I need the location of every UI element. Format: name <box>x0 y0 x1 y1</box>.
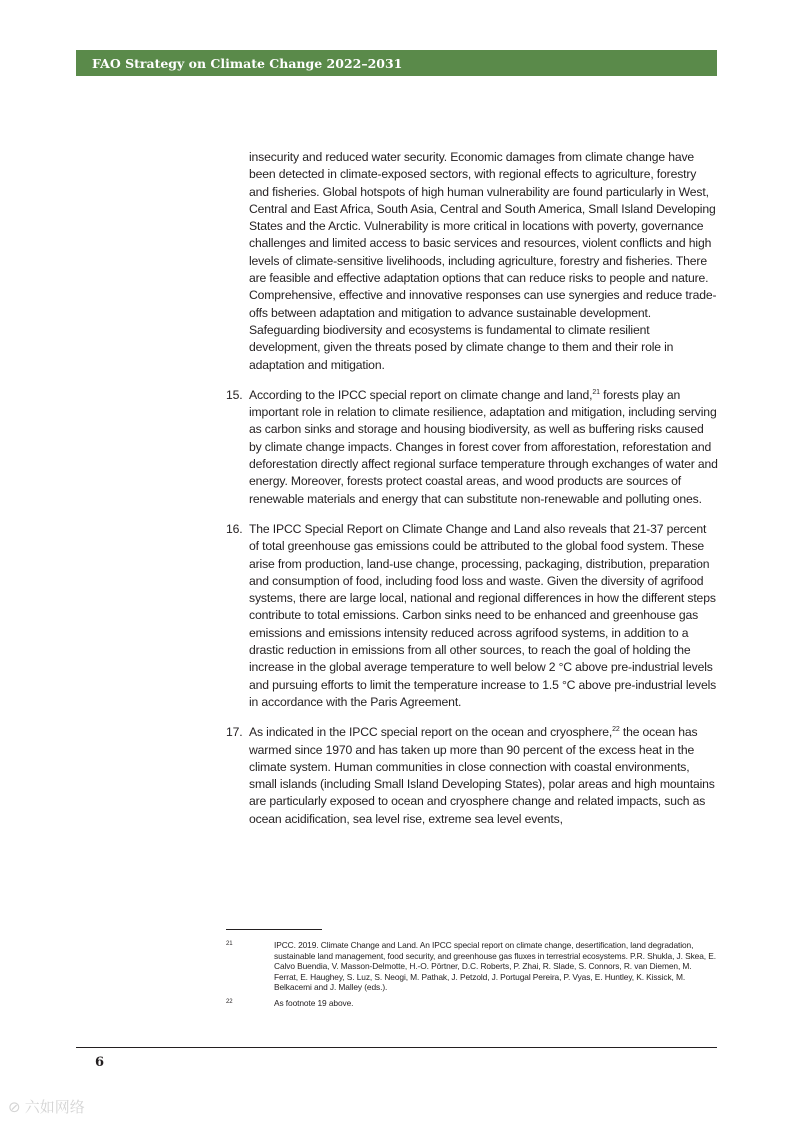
document-title: FAO Strategy on Climate Change 2022–2031 <box>92 56 403 71</box>
footnote-ref-22[interactable]: 22 <box>612 726 620 734</box>
footnote-divider <box>226 929 322 930</box>
paragraph-15 <box>226 387 718 508</box>
footnotes <box>226 940 716 1014</box>
footnote-number: 22 <box>226 998 233 1005</box>
watermark-icon: ⊘ <box>8 1099 21 1116</box>
header-bar <box>76 50 717 76</box>
footnote-number: 21 <box>226 941 233 947</box>
watermark-text: 六如网络 <box>24 1099 85 1116</box>
footnote-text: IPCC. 2019. Climate Change and Land. An IPCC special report on climate change, desertification, land degradation, sustainable land management, food security, and greenhouse gas fluxes in terrestrial ecosystems. P.R. Shukla, J. Skea, E. Calvo Buendia, V. Masson-Delmotte, H.-O. Pörtner, D.C. Roberts, P. Zhai, R. Slade, S. Connors, R. van Diemen, M. Ferrat, E. Haughey, S. Luz, S. Neogi, M. Pathak, J. Petzold, J. Portugal Pereira, P. Vyas, E. Huntley, K. Kissick, M. Belkacemi and J. Malley (eds.). <box>274 940 716 993</box>
paragraph-17 <box>226 724 718 828</box>
paragraph-text: According to the IPCC special report on climate change and land,$^{21}$ forests play an important role in relation to climate resilience, adaptation and mitigation, including serving as carbon sinks and storage and housing biodiversity, as well as buffering risks caused by climate change impacts. Changes in forest cover from afforestation, reforestation and deforestation directly affect regional surface temperature through exchanges of water and energy. Moreover, forests protect coastal areas, and wood products are sources of renewable materials and energy that can substitute non-renewable and polluting ones. <box>249 387 718 506</box>
paragraph-text: The IPCC Special Report on Climate Change and Land also reveals that 21-37 percent of total greenhouse gas emissions could be attributed to the global food system. These arise from production, land-use change, processing, packaging, distribution, preparation and consumption of food, including food loss and waste. Given the diversity of agrifood systems, there are large local, national and regional differences in how the different steps contribute to total emissions. Carbon sinks need to be enhanced and greenhouse gas emissions and emissions intensity reduced across agrifood systems, in addition to a drastic reduction in emissions from all other sources, to reach the goal of holding the increase in the global average temperature to well below 2 °C above pre-industrial levels and pursuing efforts to limit the temperature increase to 1.5 °C above pre-industrial levels in accordance with the Paris Agreement. <box>249 521 717 709</box>
watermark-logo <box>8 1096 85 1117</box>
paragraph-16 <box>226 521 718 711</box>
continuation-paragraph: insecurity and reduced water security. Economic damages from climate change have been detected in climate-exposed sectors, with regional effects to agriculture, forestry and fisheries. Global hotspots of high human vulnerability are found particularly in West, Central and East Africa, South Asia, Central and South America, Small Island Developing States and the Arctic. Vulnerability is more critical in locations with poverty, governance challenges and limited access to basic services and resources, violent conflicts and high levels of climate-sensitive livelihoods, including agriculture, forestry and fisheries. There are feasible and effective adaptation options that can reduce risks to people and nature. Comprehensive, effective and innovative responses can use synergies and reduce trade-offs between adaptation and mitigation to advance sustainable development. Safeguarding biodiversity and ecosystems is fundamental to climate resilient development, given the threats posed by climate change to them and their role in adaptation and mitigation. <box>249 150 717 372</box>
footnote-21 <box>226 940 716 993</box>
paragraph-number: 16. <box>226 521 243 536</box>
main-text <box>226 149 718 841</box>
page-number: 6 <box>95 1055 105 1070</box>
paragraph-number: 15. <box>226 387 243 402</box>
footnote-ref-21[interactable]: 21 <box>592 388 600 396</box>
footer-divider <box>76 1047 717 1048</box>
paragraph-text: As indicated in the IPCC special report on the ocean and cryosphere,$^{22}$ the ocean has warmed since 1970 and has taken up more than 90 percent of the excess heat in the climate system. Human communities in close connection with coastal environments, small islands (including Small Island Developing States), polar areas and high mountains are particularly exposed to ocean and cryosphere change and related impacts, such as ocean acidification, sea level rise, extreme sea level events, <box>249 725 715 826</box>
paragraph-number: 17. <box>226 725 243 740</box>
footnote-text: As footnote 19 above. <box>274 997 354 1008</box>
footnote-22 <box>226 998 716 1009</box>
